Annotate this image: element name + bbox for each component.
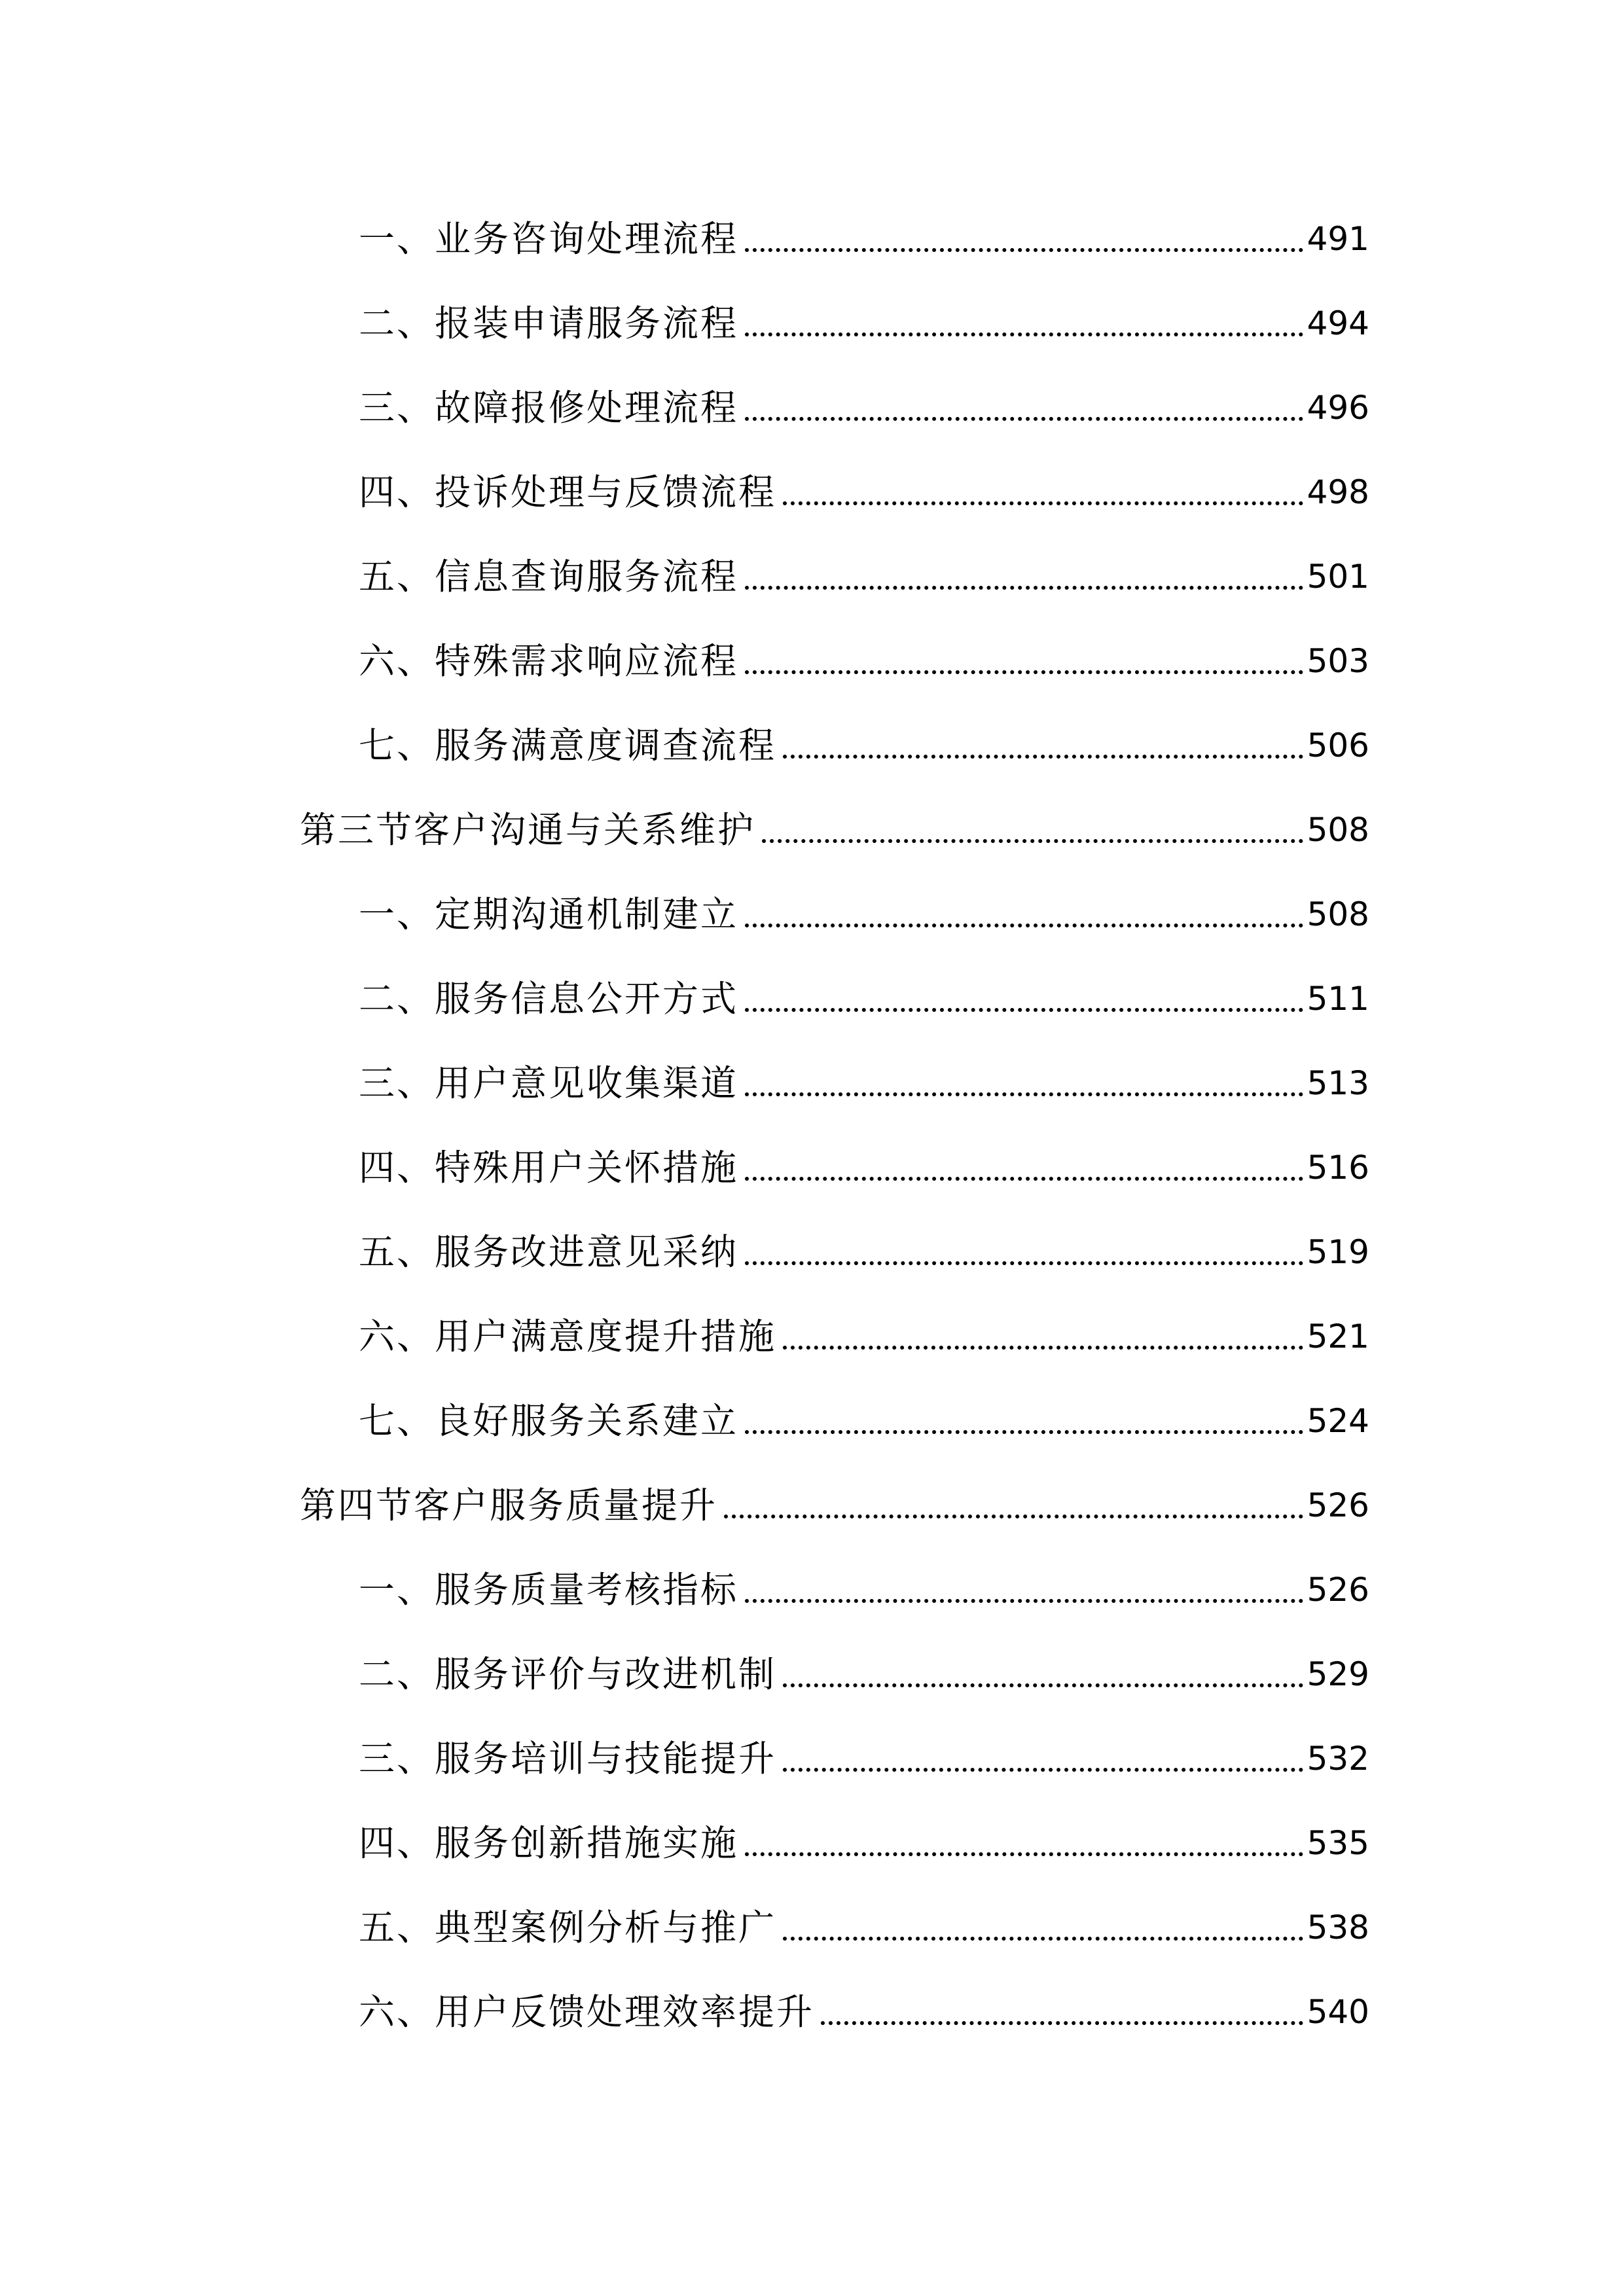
dot-leader — [745, 586, 1303, 590]
toc-entry[interactable] — [359, 213, 1369, 265]
toc-entry-label: 二、报装申请服务流程 — [359, 302, 739, 344]
toc-entry-page-number: 496 — [1307, 389, 1369, 427]
toc-entry-page-number: 540 — [1307, 1993, 1369, 2031]
toc-entry-page-number: 526 — [1307, 1571, 1369, 1609]
toc-entry-label: 二、服务评价与改进机制 — [359, 1653, 777, 1695]
toc-entry-page-number: 501 — [1307, 558, 1369, 596]
toc-entry-page-number: 506 — [1307, 726, 1369, 764]
toc-entry-label: 四、特殊用户关怀措施 — [359, 1147, 739, 1189]
toc-entry-page-number: 516 — [1307, 1149, 1369, 1187]
toc-entry[interactable] — [359, 973, 1369, 1025]
dot-leader — [724, 1515, 1303, 1518]
toc-entry-page-number: 498 — [1307, 473, 1369, 511]
toc-entry-label: 三、用户意见收集渠道 — [359, 1062, 739, 1104]
dot-leader — [762, 839, 1303, 843]
toc-entry-label: 三、故障报修处理流程 — [359, 387, 739, 429]
toc-entry[interactable] — [359, 1901, 1369, 1954]
toc-entry-label: 五、服务改进意见采纳 — [359, 1231, 739, 1273]
toc-entry-label: 六、特殊需求响应流程 — [359, 640, 739, 682]
toc-entry-label: 五、典型案例分析与推广 — [359, 1907, 777, 1948]
toc-entry-page-number: 526 — [1307, 1486, 1369, 1524]
toc-entry[interactable] — [359, 1141, 1369, 1194]
toc-entry-page-number: 529 — [1307, 1655, 1369, 1693]
toc-entry[interactable] — [359, 635, 1369, 687]
toc-entry-page-number: 532 — [1307, 1740, 1369, 1778]
toc-entry-page-number: 535 — [1307, 1824, 1369, 1862]
toc-entry-page-number: 491 — [1307, 220, 1369, 258]
dot-leader — [745, 248, 1303, 252]
toc-entry[interactable] — [359, 1986, 1369, 2038]
toc-entry-label: 五、信息查询服务流程 — [359, 556, 739, 598]
toc-entry[interactable] — [359, 1310, 1369, 1363]
toc-entry-page-number: 538 — [1307, 1909, 1369, 1946]
toc-entry[interactable] — [359, 1395, 1369, 1447]
dot-leader — [745, 332, 1303, 336]
dot-leader — [745, 417, 1303, 421]
toc-entry[interactable] — [359, 466, 1369, 518]
toc-entry[interactable] — [359, 1057, 1369, 1109]
toc-entry-label: 四、服务创新措施实施 — [359, 1822, 739, 1864]
dot-leader — [745, 670, 1303, 674]
dot-leader — [745, 1261, 1303, 1265]
dot-leader — [745, 1092, 1303, 1096]
dot-leader — [821, 2021, 1303, 2025]
toc-entry-label: 七、服务满意度调查流程 — [359, 725, 777, 766]
toc-entry[interactable] — [359, 1732, 1369, 1785]
toc-entry[interactable] — [359, 1226, 1369, 1278]
toc-entry-page-number: 524 — [1307, 1402, 1369, 1440]
dot-leader — [783, 1346, 1303, 1350]
dot-leader — [783, 755, 1303, 759]
toc-entry[interactable] — [359, 1817, 1369, 1869]
toc-entry[interactable] — [359, 719, 1369, 772]
dot-leader — [783, 501, 1303, 505]
dot-leader — [745, 1177, 1303, 1181]
dot-leader — [745, 924, 1303, 927]
toc-entry-page-number: 503 — [1307, 642, 1369, 680]
dot-leader — [783, 1768, 1303, 1772]
toc-entry-label: 三、服务培训与技能提升 — [359, 1738, 777, 1780]
toc-entry-label: 二、服务信息公开方式 — [359, 978, 739, 1020]
toc-entry[interactable] — [359, 550, 1369, 603]
toc-entry[interactable] — [359, 1564, 1369, 1616]
toc-entry-page-number: 494 — [1307, 304, 1369, 342]
toc-section-entry[interactable] — [300, 804, 1369, 856]
toc-entry-label: 六、用户反馈处理效率提升 — [359, 1991, 815, 2033]
dot-leader — [745, 1852, 1303, 1856]
dot-leader — [745, 1430, 1303, 1434]
toc-entry-page-number: 511 — [1307, 980, 1369, 1018]
dot-leader — [783, 1937, 1303, 1941]
toc-entry-label: 七、良好服务关系建立 — [359, 1400, 739, 1442]
toc-entry[interactable] — [359, 888, 1369, 941]
toc-entry-label: 第三节客户沟通与关系维护 — [300, 809, 756, 851]
toc-entry-page-number: 521 — [1307, 1318, 1369, 1355]
toc-entry[interactable] — [359, 382, 1369, 434]
toc-entry-label: 一、定期沟通机制建立 — [359, 893, 739, 935]
toc-entry[interactable] — [359, 297, 1369, 350]
toc-entry-page-number: 513 — [1307, 1064, 1369, 1102]
dot-leader — [783, 1683, 1303, 1687]
dot-leader — [745, 1599, 1303, 1603]
toc-entry-page-number: 519 — [1307, 1233, 1369, 1271]
toc-entry-label: 一、业务咨询处理流程 — [359, 218, 739, 260]
toc-entry-label: 六、用户满意度提升措施 — [359, 1316, 777, 1357]
toc-entry-page-number: 508 — [1307, 811, 1369, 849]
toc-section-entry[interactable] — [300, 1479, 1369, 1532]
toc-entry-label: 一、服务质量考核指标 — [359, 1569, 739, 1611]
toc-entry-label: 四、投诉处理与反馈流程 — [359, 471, 777, 513]
toc-entry-page-number: 508 — [1307, 895, 1369, 933]
toc-entry-label: 第四节客户服务质量提升 — [300, 1484, 718, 1526]
dot-leader — [745, 1008, 1303, 1012]
toc-entry[interactable] — [359, 1648, 1369, 1700]
